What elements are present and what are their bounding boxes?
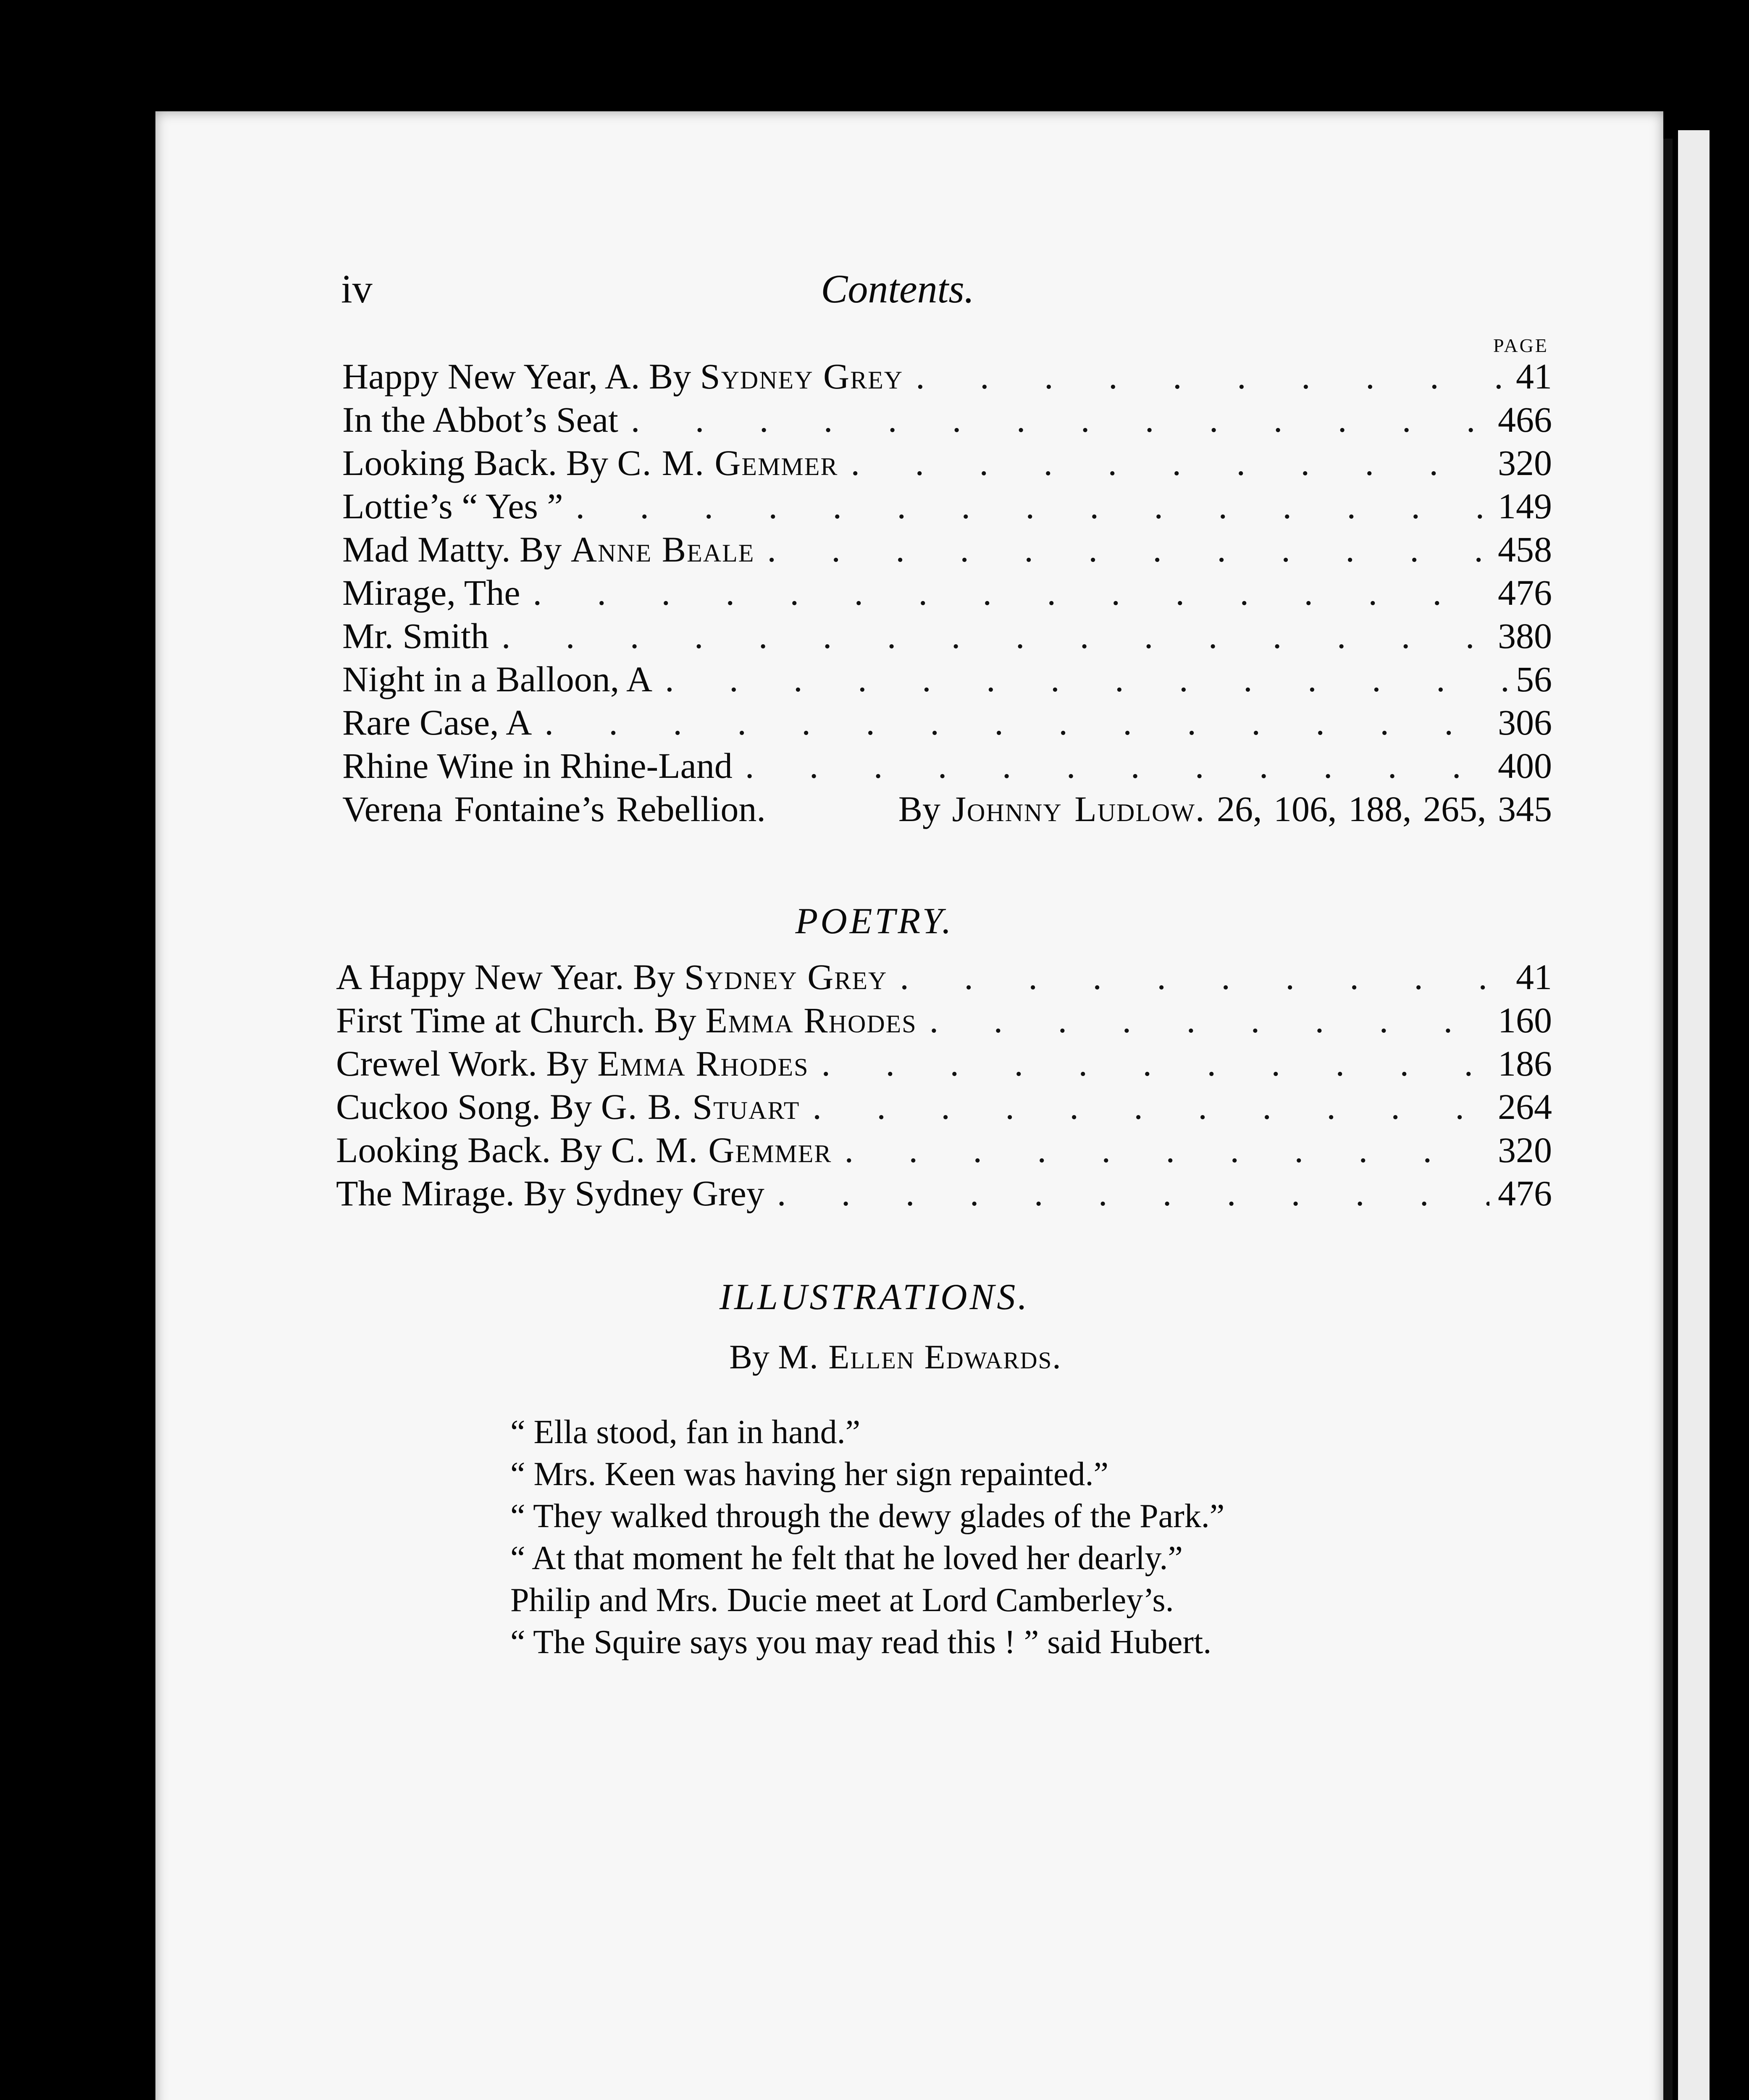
contents-entry [342, 701, 1552, 744]
contents-entry-verena [342, 788, 1552, 831]
entry-page: 41 [1516, 957, 1552, 997]
illustration-caption: “ Mrs. Keen was having her sign repainted.” [510, 1456, 1108, 1493]
entry-page: 458 [1498, 529, 1552, 570]
entry-author: Emma Rhodes [705, 1000, 917, 1040]
entry-page: 320 [1498, 1130, 1552, 1170]
running-head: Contents. [821, 266, 974, 311]
leader-dots [832, 1129, 1489, 1172]
leader-dots [754, 528, 1489, 571]
entry-pages: 26, 106, 188, 265, 345 [1217, 789, 1552, 829]
entry-author: Johnny Ludlow. [952, 789, 1205, 829]
entry-title: Mirage, The [342, 572, 520, 613]
poetry-heading: POETRY. [795, 901, 954, 942]
entry-by: By [898, 789, 941, 829]
entry-title: Cuckoo Song. By [336, 1087, 601, 1127]
contents-entry [342, 441, 1552, 485]
entry-page: 306 [1498, 702, 1552, 743]
entry-title: Lottie’s “ Yes ” [342, 486, 563, 526]
leader-dots [838, 441, 1489, 485]
entry-page: 466 [1498, 399, 1552, 440]
page-column-label: PAGE [1493, 335, 1549, 356]
entry-page: 41 [1516, 356, 1552, 396]
illustration-caption: “ Ella stood, fan in hand.” [510, 1414, 861, 1451]
entry-title: Rare Case, A [342, 702, 532, 743]
entry-page: 160 [1498, 1000, 1552, 1040]
contents-entry [342, 744, 1552, 788]
illustration-caption: “ At that moment he felt that he loved her dearly.” [510, 1540, 1183, 1577]
leader-dots [800, 1085, 1489, 1129]
entry-author: C. M. Gemmer [611, 1130, 832, 1170]
entry-page: 380 [1498, 616, 1552, 656]
illustrations-list [510, 1411, 1224, 1663]
leader-dots [733, 744, 1489, 788]
poetry-entry [336, 1129, 1552, 1172]
entry-title: Verena Fontaine’s Rebellion. [342, 789, 766, 829]
poetry-entry [336, 956, 1552, 999]
entry-title: Mr. Smith [342, 616, 489, 656]
entry-title: Crewel Work. By [336, 1043, 598, 1084]
leader-dots [618, 398, 1489, 441]
leader-dots [520, 571, 1490, 614]
entry-title: A Happy New Year. By [336, 957, 684, 997]
leader-dots [489, 614, 1489, 658]
illustration-caption: Philip and Mrs. Ducie meet at Lord Camberley’s. [510, 1582, 1174, 1619]
illustrations-heading: ILLUSTRATIONS. [719, 1277, 1030, 1318]
entry-title: Mad Matty. By [342, 529, 571, 570]
leader-dots [903, 355, 1507, 398]
poetry-entry [336, 1172, 1552, 1215]
entry-author: Emma Rhodes [597, 1043, 809, 1084]
entry-page: 400 [1498, 746, 1552, 786]
entry-page: 149 [1498, 486, 1552, 526]
entry-title: Night in a Balloon, A [342, 659, 653, 699]
entry-page: 56 [1516, 659, 1552, 699]
page-number: iv [341, 266, 373, 311]
entry-page: 186 [1498, 1043, 1552, 1084]
leader-dots [652, 658, 1507, 701]
poetry-entry [336, 999, 1552, 1042]
illustration-caption: “ The Squire says you may read this ! ” said Hubert. [510, 1624, 1212, 1661]
entry-author: Sydney Grey [684, 957, 888, 997]
entry-author: C. M. Gemmer [617, 443, 838, 483]
entry-title: First Time at Church. By [336, 1000, 706, 1040]
entry-page: 320 [1498, 443, 1552, 483]
poetry-entry [336, 1042, 1552, 1085]
entry-page: 476 [1498, 572, 1552, 613]
leader-dots [532, 701, 1489, 744]
entry-author: G. B. Stuart [601, 1087, 800, 1127]
entry-page: 476 [1498, 1173, 1552, 1213]
contents-entry [342, 658, 1552, 701]
byline-author: M. Ellen Edwards. [778, 1338, 1062, 1376]
entry-title: Happy New Year, A. By [342, 356, 700, 396]
entry-title: Looking Back. By [342, 443, 617, 483]
contents-entry [342, 614, 1552, 658]
leader-dots [563, 485, 1489, 528]
contents-entry [342, 485, 1552, 528]
page-edge-shadow [1663, 139, 1673, 2100]
entry-title: Rhine Wine in Rhine-Land [342, 746, 733, 786]
entry-title: The Mirage. By Sydney Grey [336, 1173, 764, 1213]
leader-dots [764, 1172, 1489, 1215]
illustration-caption: “ They walked through the dewy glades of the Park.” [510, 1498, 1225, 1535]
entry-author: Anne Beale [570, 529, 755, 570]
poetry-list [336, 956, 1552, 1215]
leader-dots [809, 1042, 1489, 1085]
contents-entry [342, 355, 1552, 398]
entry-author: Sydney Grey [700, 356, 903, 396]
byline-prefix: By [729, 1338, 778, 1376]
entry-title: Looking Back. By [336, 1130, 611, 1170]
entry-title: In the Abbot’s Seat [342, 399, 618, 440]
contents-entry [342, 528, 1552, 571]
contents-entry [342, 398, 1552, 441]
poetry-entry [336, 1085, 1552, 1129]
illustrations-byline [0, 1340, 1749, 1374]
leader-dots [887, 956, 1507, 999]
leader-dots [917, 999, 1489, 1042]
entry-page: 264 [1498, 1087, 1552, 1127]
contents-entry [342, 571, 1552, 614]
contents-list [342, 355, 1552, 831]
facing-page-edge [1678, 130, 1710, 2100]
